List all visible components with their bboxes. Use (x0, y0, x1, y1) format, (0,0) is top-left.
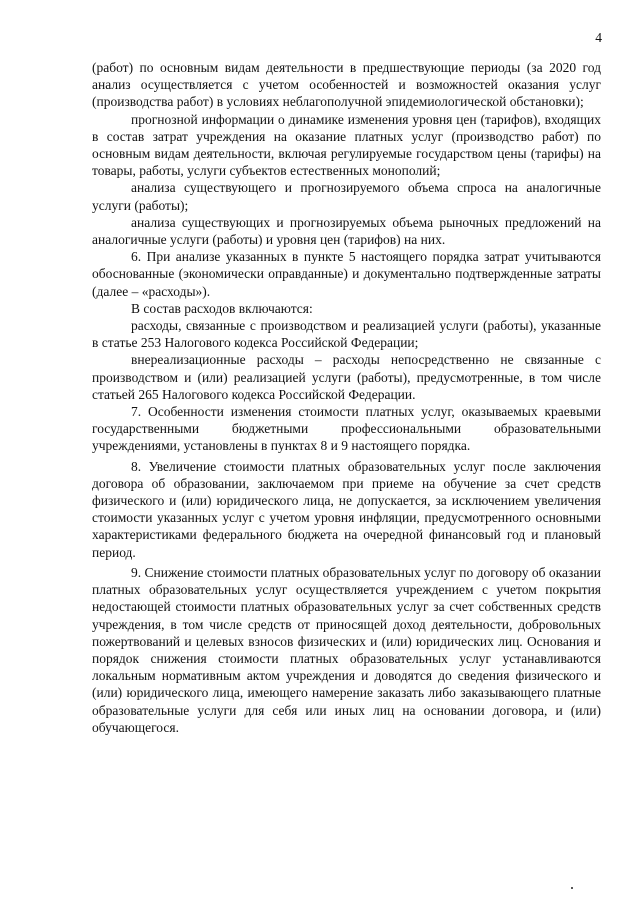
paragraph-price-forecast: прогнозной информации о динамике изменения уровня цен (тарифов), входящих в состав затрат учреждения на оказание платных услуг (производство работ) по основным видам деятельности, включая регулируемые государством цены (тарифы) на товары, работы, услуги субъектов естественных монополий; (92, 111, 601, 179)
paragraph-expenses-intro: В состав расходов включаются: (131, 300, 313, 316)
paragraph-item-6: 6. При анализе указанных в пункте 5 настоящего порядка затрат учитываются обоснованные (экономически оправданные) и документально подтвержденные затраты (далее – «расходы»). (92, 249, 601, 299)
document-body (92, 59, 601, 736)
scan-dot (571, 887, 573, 889)
paragraph-item-9: 9. Снижение стоимости платных образовательных услуг по договору об оказании платных образовательных услуг осуществляется учреждением с учетом покрытия недостающей стоимости платных образовательных услуг за счет собственных средств учреждения, в том числе средств от приносящей доход деятельности, добровольных пожертвований и целевых взносов физических и (или) юридических лиц. Основания и порядок снижения стоимости платных образовательных услуг устанавливаются локальным нормативным актом учреждения и доводятся до сведения физического и (или) юридического лица, имеющего намерение заказать либо заказывающего платные образовательные услуги для себя или иных лиц на основании договора, и (или) обучающегося. (92, 564, 601, 735)
page-number: 4 (595, 30, 602, 45)
paragraph-item-8: 8. Увеличение стоимости платных образовательных услуг после заключения договора об образовании, заключаемом при приеме на обучение за счет средств физического и (или) юридического лица, не допускается, за исключением увеличения стоимости указанных услуг с учетом уровня инфляции, предусмотренного основными характеристиками федерального бюджета на очередной финансовый год и плановый период. (92, 458, 601, 560)
paragraph-continuation: (работ) по основным видам деятельности в предшествующие периоды (за 2020 год анализ осуществляется с учетом особенностей и возможностей оказания услуг (производства работ) в условиях неблагополучной эпидемиологической обстановки); (92, 60, 601, 110)
paragraph-non-operating-expenses: внереализационные расходы – расходы непосредственно не связанные с производством и (или) реализацией услуги (работы), предусмотренные, в том числе статьей 265 Налогового кодекса Российской Федерации. (92, 352, 601, 402)
paragraph-item-7: 7. Особенности изменения стоимости платных услуг, оказываемых краевыми государственными бюджетными профессиональными образовательными учреждениями, установлены в пунктах 8 и 9 настоящего порядка. (92, 404, 601, 454)
paragraph-production-expenses: расходы, связанные с производством и реализацией услуги (работы), указанные в статье 253 Налогового кодекса Российской Федерации; (92, 318, 601, 351)
paragraph-supply-analysis: анализа существующих и прогнозируемых объема рыночных предложений на аналогичные услуги (работы) и уровня цен (тарифов) на них. (92, 214, 601, 248)
paragraph-demand-analysis: анализа существующего и прогнозируемого объема спроса на аналогичные услуги (работы); (92, 180, 601, 213)
